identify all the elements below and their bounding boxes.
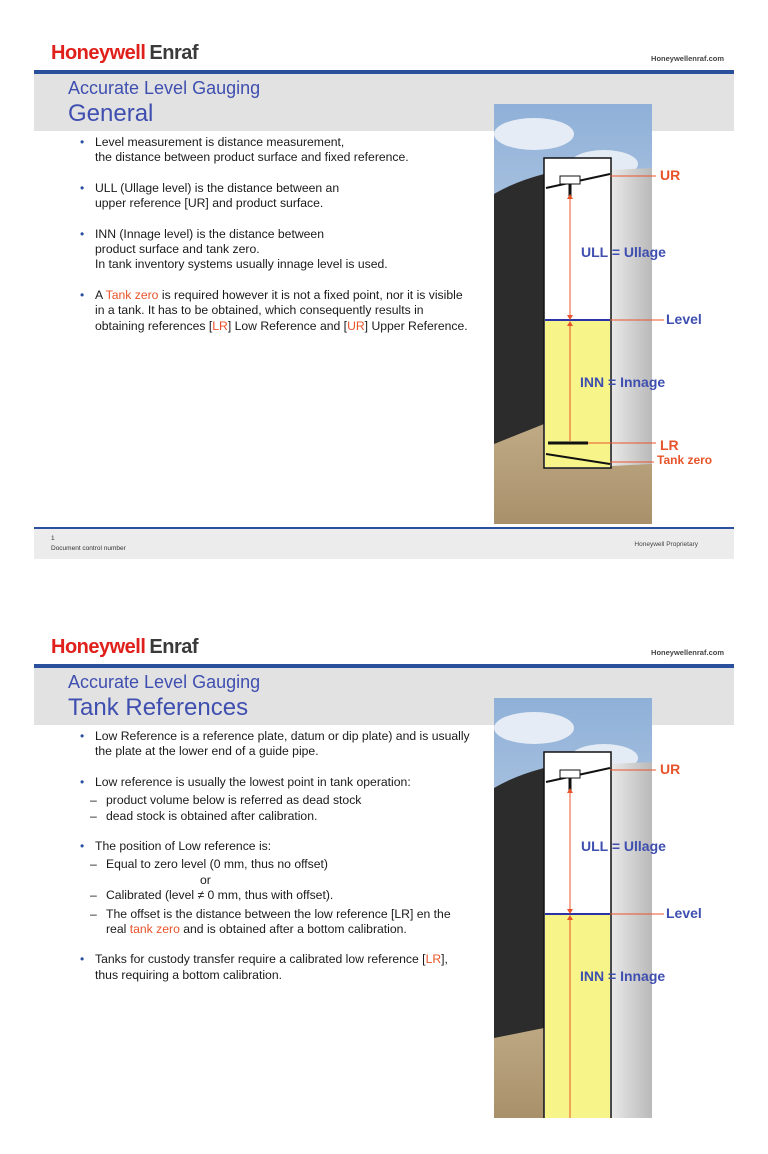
bullet-text [95, 288, 520, 303]
gauge-hatch [560, 770, 580, 778]
text-run: A [95, 287, 106, 302]
sub-bullet: – dead stock is obtained after calibration. [80, 809, 520, 824]
sub-bullet-text: – The offset is the distance between the low reference [LR] en the [106, 906, 451, 921]
label-innage: INN = Innage [580, 968, 666, 984]
page-number: 1 [51, 535, 55, 542]
label-ullage: ULL = Ullage [581, 838, 666, 854]
sub-bullet [80, 907, 520, 938]
sub-bullet: – Calibrated (level ≠ 0 mm, thus with offset). [80, 888, 520, 903]
logo-brand: Honeywell [51, 636, 146, 658]
bullet-text: upper reference [UR] and product surface. [95, 196, 324, 211]
text-run: ] Upper Reference. [364, 318, 468, 333]
sub-bullet: – Equal to zero level (0 mm, thus no offset) [80, 857, 520, 872]
label-ur: UR [660, 167, 681, 183]
honeywell-enraf-logo [51, 42, 198, 65]
tank-diagram [494, 698, 734, 1118]
highlight-tank-zero: tank zero [129, 922, 180, 937]
highlight-lr: LR [425, 952, 442, 967]
text-run: ], [441, 952, 448, 967]
bullet-text: the plate at the lower end of a guide pipe. [95, 744, 319, 759]
bullet-list [80, 729, 520, 998]
bullet-text: in a tank. It has to be obtained, which consequently results in [95, 303, 424, 318]
bullet-item [80, 729, 520, 760]
bullet-text [95, 319, 520, 334]
document-control-number: Document control number [51, 545, 126, 552]
logo-brand-sub: Enraf [149, 636, 199, 658]
text-run: Tanks for custody transfer require a calibrated low reference [ [95, 952, 426, 967]
bullet-text: product surface and tank zero. [95, 242, 260, 257]
bullet-item [80, 227, 520, 273]
proprietary-notice: Honeywell Proprietary [634, 541, 698, 548]
text-run: and is obtained after a bottom calibration. [179, 922, 407, 937]
sub-bullet-text [106, 922, 520, 937]
label-innage: INN = Innage [580, 374, 666, 390]
honeywell-enraf-logo [51, 636, 198, 659]
tank-diagram [494, 104, 734, 524]
label-tank-zero: Tank zero [657, 453, 713, 467]
slide-title: Tank References [68, 694, 249, 721]
text-run: is required however it is not a fixed point, nor it is visible [158, 287, 463, 302]
website-link[interactable]: Honeywellenraf.com [651, 54, 724, 63]
bullet-item [80, 181, 520, 212]
slide-general [0, 0, 768, 560]
logo-brand-sub: Enraf [149, 42, 199, 64]
bullet-item [80, 839, 520, 854]
dark-tank-shell [494, 768, 544, 1038]
gauge-hatch [560, 176, 580, 184]
label-level: Level [666, 311, 702, 327]
label-lr: LR [660, 437, 679, 453]
slide-pre-title: Accurate Level Gauging [68, 672, 261, 692]
bullet-item [80, 135, 520, 166]
highlight-lr: LR [212, 318, 228, 333]
bullet-text: • The position of Low reference is: [95, 839, 272, 854]
bullet-text [95, 952, 520, 967]
bullet-item [80, 288, 520, 334]
highlight-tank-zero: Tank zero [105, 287, 159, 302]
product-fill [545, 914, 610, 1118]
bullet-text: the distance between product surface and fixed reference. [95, 150, 409, 165]
sub-bullet: – product volume below is referred as dead stock [80, 793, 520, 808]
dark-tank-shell [494, 174, 544, 444]
bullet-text: In tank inventory systems usually innage level is used. [95, 257, 388, 272]
text-run: ] Low Reference and [ [227, 318, 348, 333]
bullet-text: • Low Reference is a reference plate, datum or dip plate) and is usually [95, 729, 470, 743]
footer-band [34, 529, 734, 559]
tank-diagram-svg [494, 104, 734, 524]
slide-title: General [68, 100, 154, 127]
label-ur: UR [660, 761, 681, 777]
product-fill [545, 320, 610, 467]
neighbour-tank-shell [611, 762, 652, 1118]
slide-pre-title: Accurate Level Gauging [68, 78, 261, 98]
bullet-list [80, 135, 520, 349]
bullet-text: • ULL (Ullage level) is the distance between an [95, 180, 340, 195]
bullet-text: • INN (Innage level) is the distance between [95, 226, 324, 241]
bullet-text: • Low reference is usually the lowest point in tank operation: [95, 774, 411, 789]
bullet-text: thus requiring a bottom calibration. [95, 967, 282, 982]
bullet-text: • Level measurement is distance measurement, [95, 135, 345, 149]
text-run: obtaining references [ [95, 318, 213, 333]
website-link[interactable]: Honeywellenraf.com [651, 648, 724, 657]
label-level: Level [666, 905, 702, 921]
bullet-item [80, 952, 520, 983]
slide-tank-references [0, 594, 768, 1154]
label-ullage: ULL = Ullage [581, 244, 666, 260]
highlight-ur: UR [347, 318, 365, 333]
neighbour-tank-shell [611, 168, 652, 466]
bullet-item [80, 775, 520, 790]
text-run: real [106, 922, 130, 937]
tank-diagram-svg [494, 698, 734, 1118]
or-connector: or [200, 872, 211, 887]
logo-brand: Honeywell [51, 42, 146, 64]
